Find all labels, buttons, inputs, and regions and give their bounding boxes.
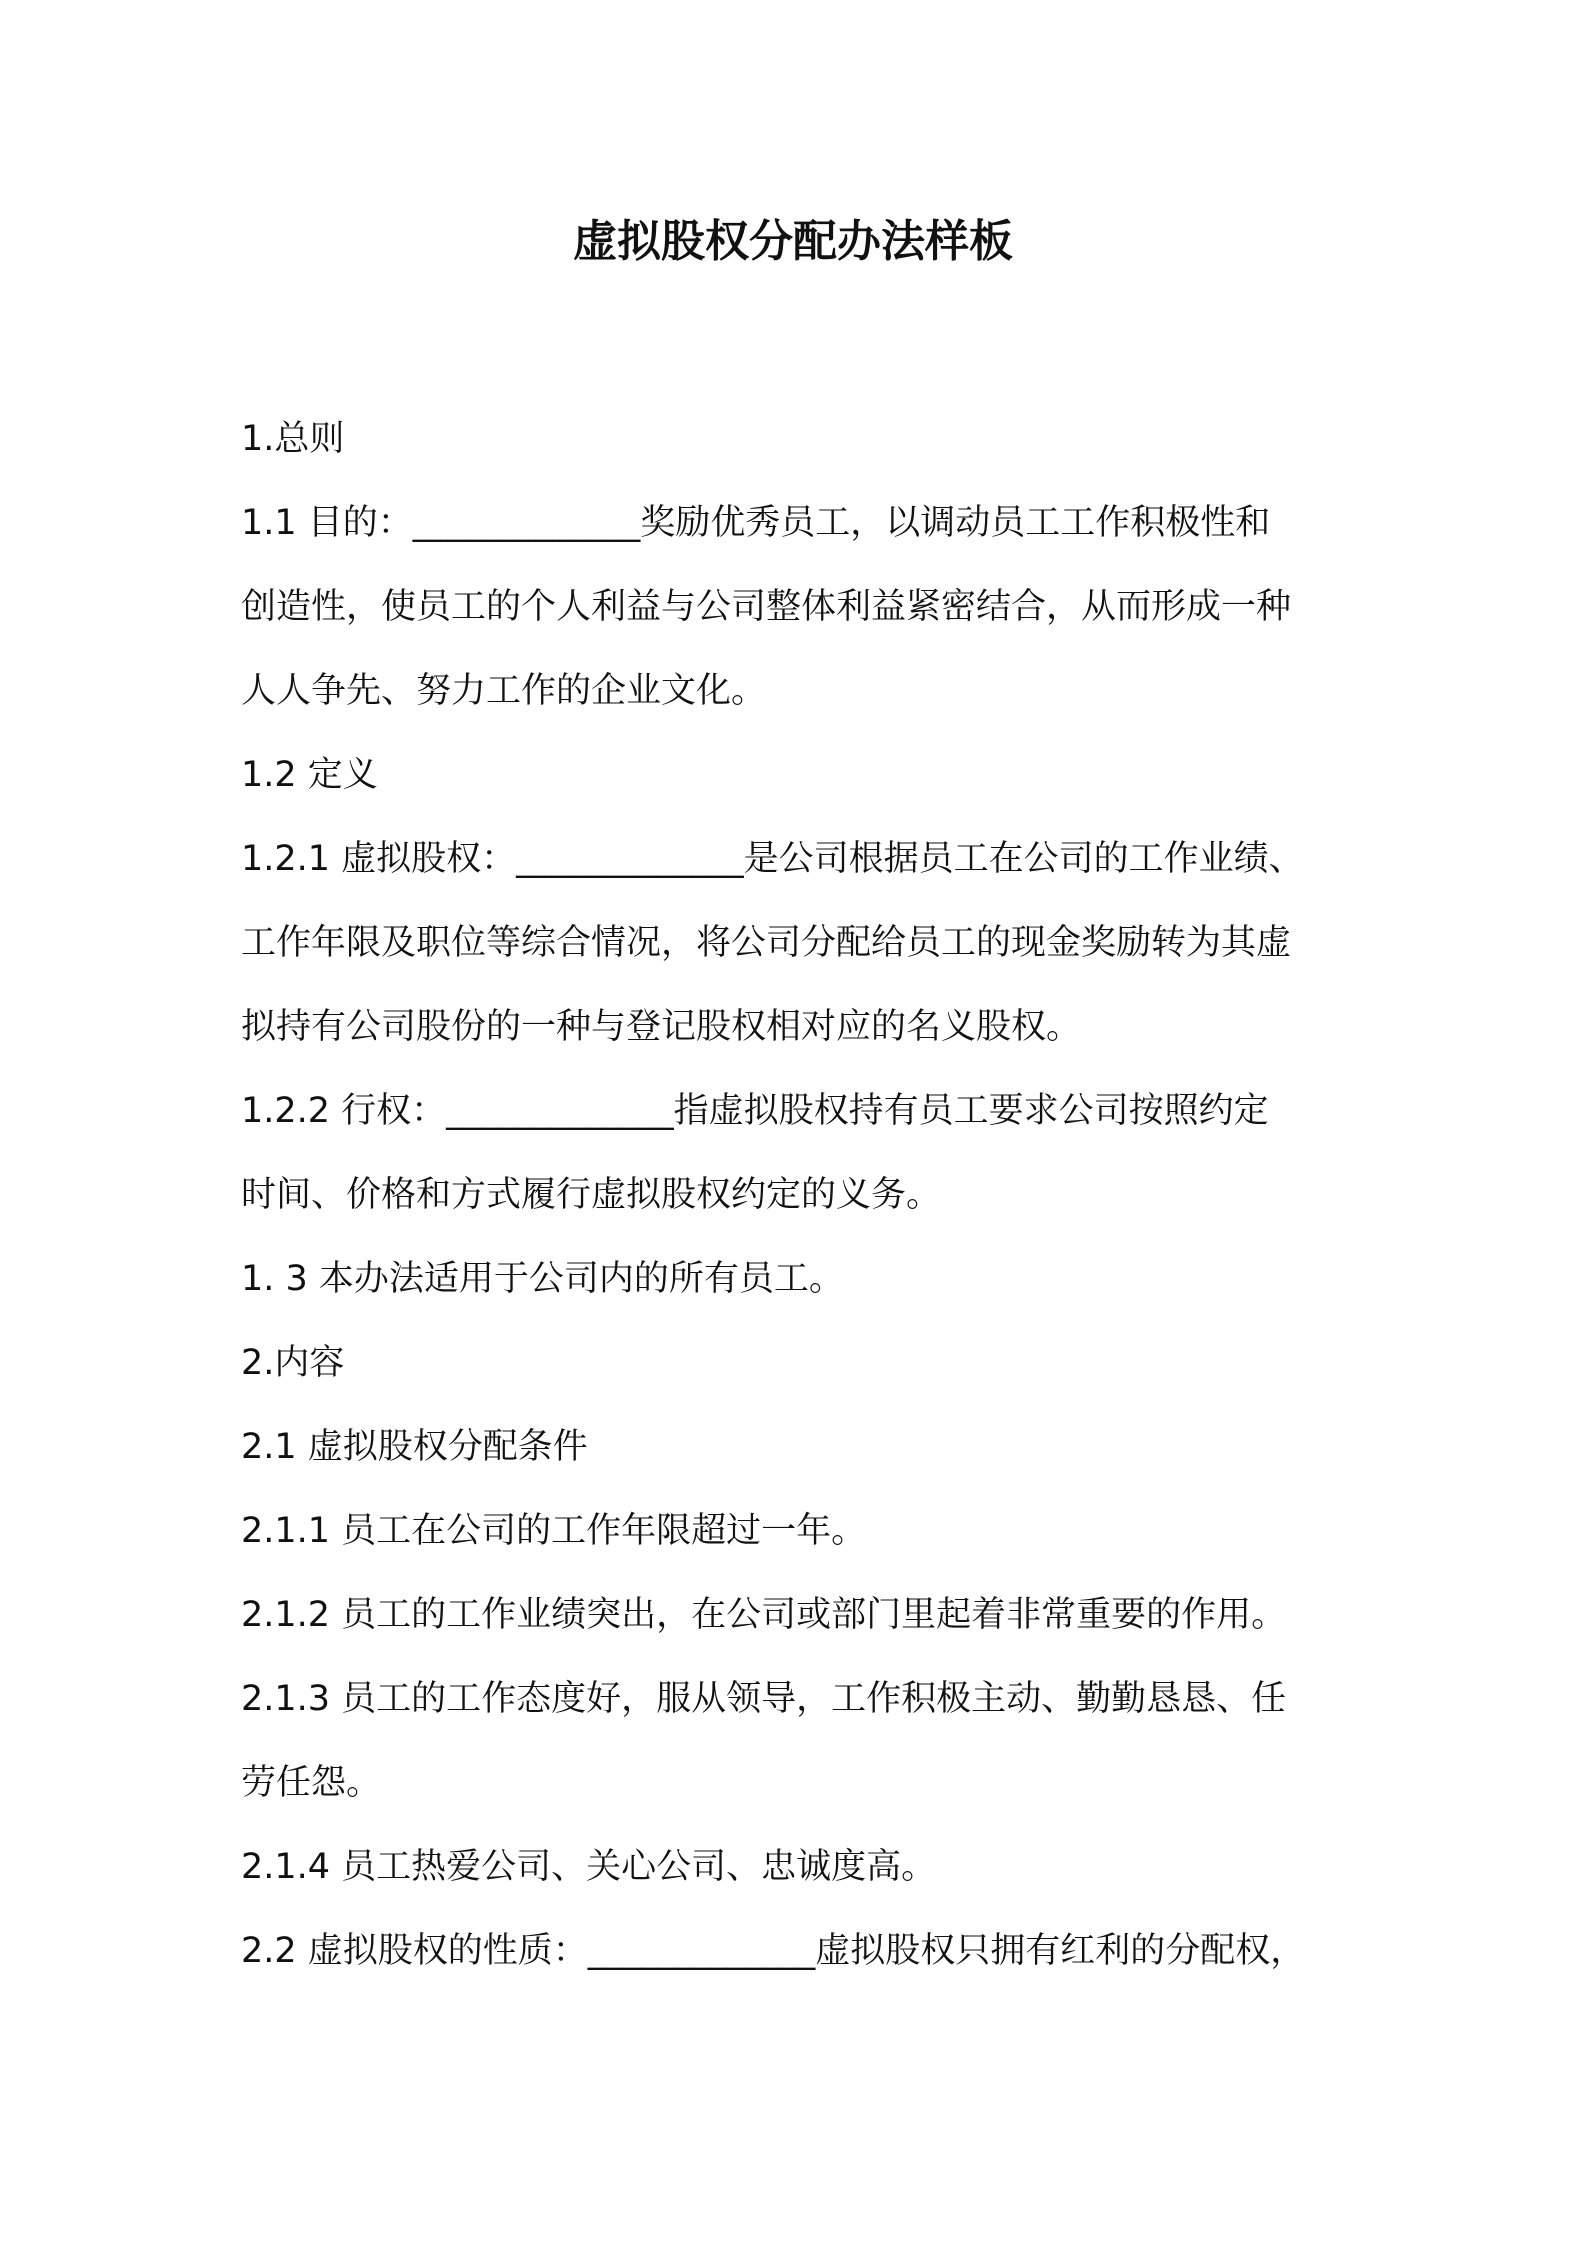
document-title: 虚拟股权分配办法样板 xyxy=(573,216,1013,267)
text-line: 1. 3 本办法适用于公司内的所有员工。 xyxy=(241,1259,844,1299)
text-line: 2.1.1 员工在公司的工作年限超过一年。 xyxy=(241,1511,867,1551)
text-line: 人人争先、努力工作的企业文化。 xyxy=(241,671,767,711)
text-line: 1.2.1 虚拟股权：_____________是公司根据员工在公司的工作业绩、 xyxy=(241,839,1304,879)
section-heading: 2.1 虚拟股权分配条件 xyxy=(241,1427,588,1467)
section-heading: 2.内容 xyxy=(241,1343,345,1383)
text-line: 2.1.4 员工热爱公司、关心公司、忠诚度高。 xyxy=(241,1847,937,1887)
text-line: 2.2 虚拟股权的性质：_____________虚拟股权只拥有红利的分配权， xyxy=(241,1931,1306,1971)
text-line: 时间、价格和方式履行虚拟股权约定的义务。 xyxy=(241,1175,942,1215)
section-heading: 1.2 定义 xyxy=(241,755,378,795)
text-line: 工作年限及职位等综合情况，将公司分配给员工的现金奖励转为其虚 xyxy=(241,923,1292,963)
text-line: 拟持有公司股份的一种与登记股权相对应的名义股权。 xyxy=(241,1007,1082,1047)
text-line: 1.2.2 行权：_____________指虚拟股权持有员工要求公司按照约定 xyxy=(241,1091,1269,1131)
text-line: 1.1 目的：_____________奖励优秀员工，以调动员工工作积极性和 xyxy=(241,503,1271,543)
text-line: 创造性，使员工的个人利益与公司整体利益紧密结合，从而形成一种 xyxy=(241,587,1292,627)
text-line: 劳任怨。 xyxy=(241,1763,382,1803)
section-heading: 1.总则 xyxy=(241,419,345,459)
text-line: 2.1.3 员工的工作态度好，服从领导，工作积极主动、勤勤恳恳、任 xyxy=(241,1679,1287,1719)
text-line: 2.1.2 员工的工作业绩突出，在公司或部门里起着非常重要的作用。 xyxy=(241,1595,1287,1635)
